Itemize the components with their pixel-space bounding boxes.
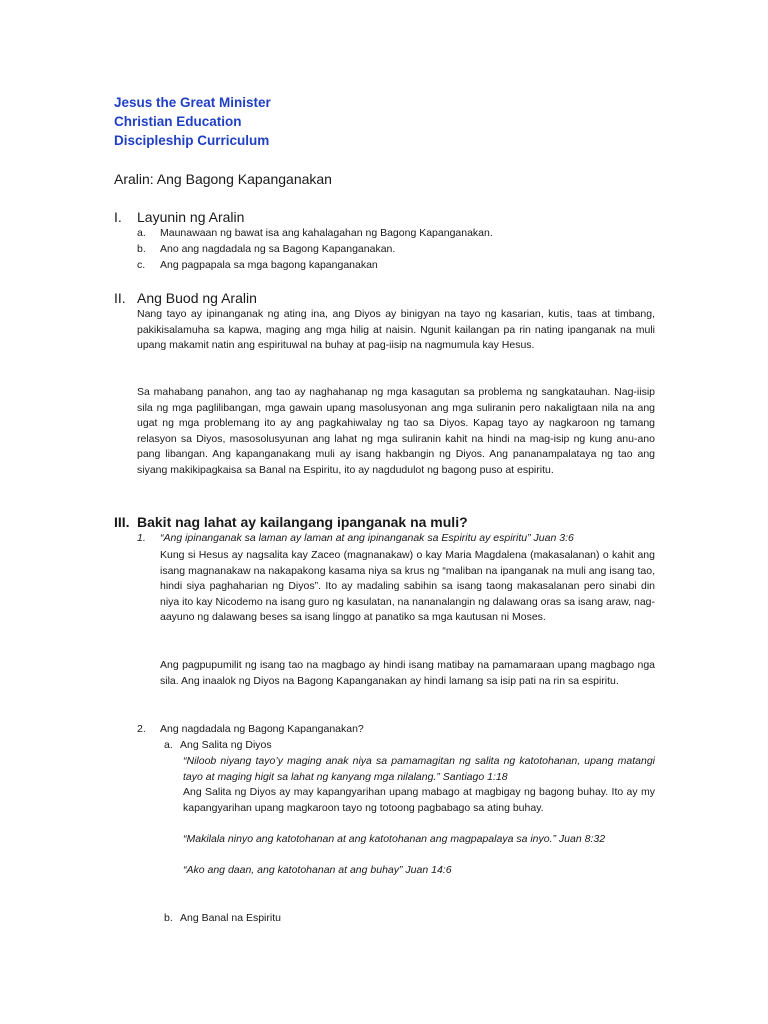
- section-3-number: III.: [114, 514, 130, 530]
- objective-letter: c.: [137, 259, 146, 271]
- sub-a-scripture-quote-2: “Makilala ninyo ang katotohanan at ang katotohanan ang magpapalaya sa inyo.” Juan 8:32: [183, 833, 606, 845]
- item-1-number: 1.: [137, 532, 146, 544]
- summary-paragraph-1: Nang tayo ay ipinanganak ng ating ina, ang Diyos ay binigyan na tayo ng kasarian, kutis, taas at timbang, pakikisalamuha sa kapwa, maging ang mga hilig at naisin. Ngunit kailangan pa rin nating ipanganak na muli upang makamit natin ang espirituwal na buhay at pag-iisip na nagmumula kay Hesus.: [137, 308, 655, 352]
- sub-b-title: Ang Banal na Espiritu: [180, 912, 281, 924]
- header-department: Christian Education: [114, 114, 242, 129]
- section-1-number: I.: [114, 209, 122, 225]
- lesson-title: Aralin: Ang Bagong Kapanganakan: [114, 171, 332, 187]
- sub-a-title: Ang Salita ng Diyos: [180, 739, 272, 751]
- objective-letter: b.: [137, 243, 146, 255]
- objective-item: Maunawaan ng bawat isa ang kahalagahan ng Bagong Kapanganakan.: [160, 227, 493, 239]
- sub-a-scripture-quote-1: “Niloob niyang tayo’y maging anak niya sa pamamagitan ng salita ng katotohanan, upang matangi tayo at maging higit sa lahat ng kanyang mga nilalang.” Santiago 1:18: [183, 755, 655, 783]
- header-organization: Jesus the Great Minister: [114, 95, 271, 110]
- item-1-scripture-quote: “Ang ipinanganak sa laman ay laman at ang ipinanganak sa Espiritu ay espiritu” Juan 3:6: [160, 532, 574, 544]
- section-2-title: Ang Buod ng Aralin: [137, 290, 257, 306]
- item-1-paragraph-1: Kung si Hesus ay nagsalita kay Zaceo (magnanakaw) o kay Maria Magdalena (makasalanan) o kahit ang isang magnanakaw na nakapakong kasama niya sa krus ng “maliban na ipanganak na muli ang isang tao, hindi siya paghaharian ng Diyos”. Ito ay madaling sabihin sa isang taong makasalanan pero sinabi din niya ito kay Nicodemo na isang guro ng kasulatan, na nananalangin ng dalawang oras sa isang araw, nag-aayuno ng dalawang beses sa isang linggo at panatiko sa mga kautusan ni Moses.: [160, 549, 655, 624]
- item-2-number: 2.: [137, 723, 146, 735]
- objective-item: Ano ang nagdadala ng sa Bagong Kapanganakan.: [160, 243, 396, 255]
- header-curriculum: Discipleship Curriculum: [114, 133, 270, 148]
- sub-a-letter: a.: [164, 739, 173, 751]
- objective-letter: a.: [137, 227, 146, 239]
- section-3-title: Bakit nag lahat ay kailangang ipanganak na muli?: [137, 514, 468, 530]
- sub-b-letter: b.: [164, 912, 173, 924]
- item-2-title: Ang nagdadala ng Bagong Kapanganakan?: [160, 723, 364, 735]
- section-2-number: II.: [114, 290, 126, 306]
- item-1-paragraph-2: Ang pagpupumilit ng isang tao na magbago ay hindi isang matibay na pamamaraan upang magbago nga sila. Ang inaalok ng Diyos na Bagong Kapanganakan ay hindi lamang sa isip pati na rin sa espiritu.: [160, 659, 655, 687]
- section-1-title: Layunin ng Aralin: [137, 209, 245, 225]
- sub-a-scripture-quote-3: “Ako ang daan, ang katotohanan at ang buhay” Juan 14:6: [183, 864, 452, 876]
- objective-item: Ang pagpapala sa mga bagong kapanganakan: [160, 259, 378, 271]
- summary-paragraph-2: Sa mahabang panahon, ang tao ay naghahanap ng mga kasagutan sa problema ng sangkatauhan. Nag-iisip sila ng mga paglilibangan, mga gawain upang masolusyonan ang mga suliranin pero nakaligtaan nila na ang ugat ng mga problemang ito ay ang pagkahiwalay ng tao sa Diyos. Kapag tayo ay nagkaroon ng tamang relasyon sa Diyos, masosolusyunan ang lahat ng mga suliranin kahit na hindi na mag-isip ng kung anu-ano pang libangan. Ang kapanganakang muli ay isang hakbangin ng Diyos. Ang pananampalataya ng tao ang siyang makikipagkaisa sa Banal na Espiritu, ito ay nagdudulot ng bagong puso at espiritu.: [137, 386, 655, 476]
- sub-a-body: Ang Salita ng Diyos ay may kapangyarihan upang mabago at magbigay ng bagong buhay. Ito ay my kapangyarihan upang magkaroon tayo ng totoong pagbabago sa ating buhay.: [183, 786, 655, 814]
